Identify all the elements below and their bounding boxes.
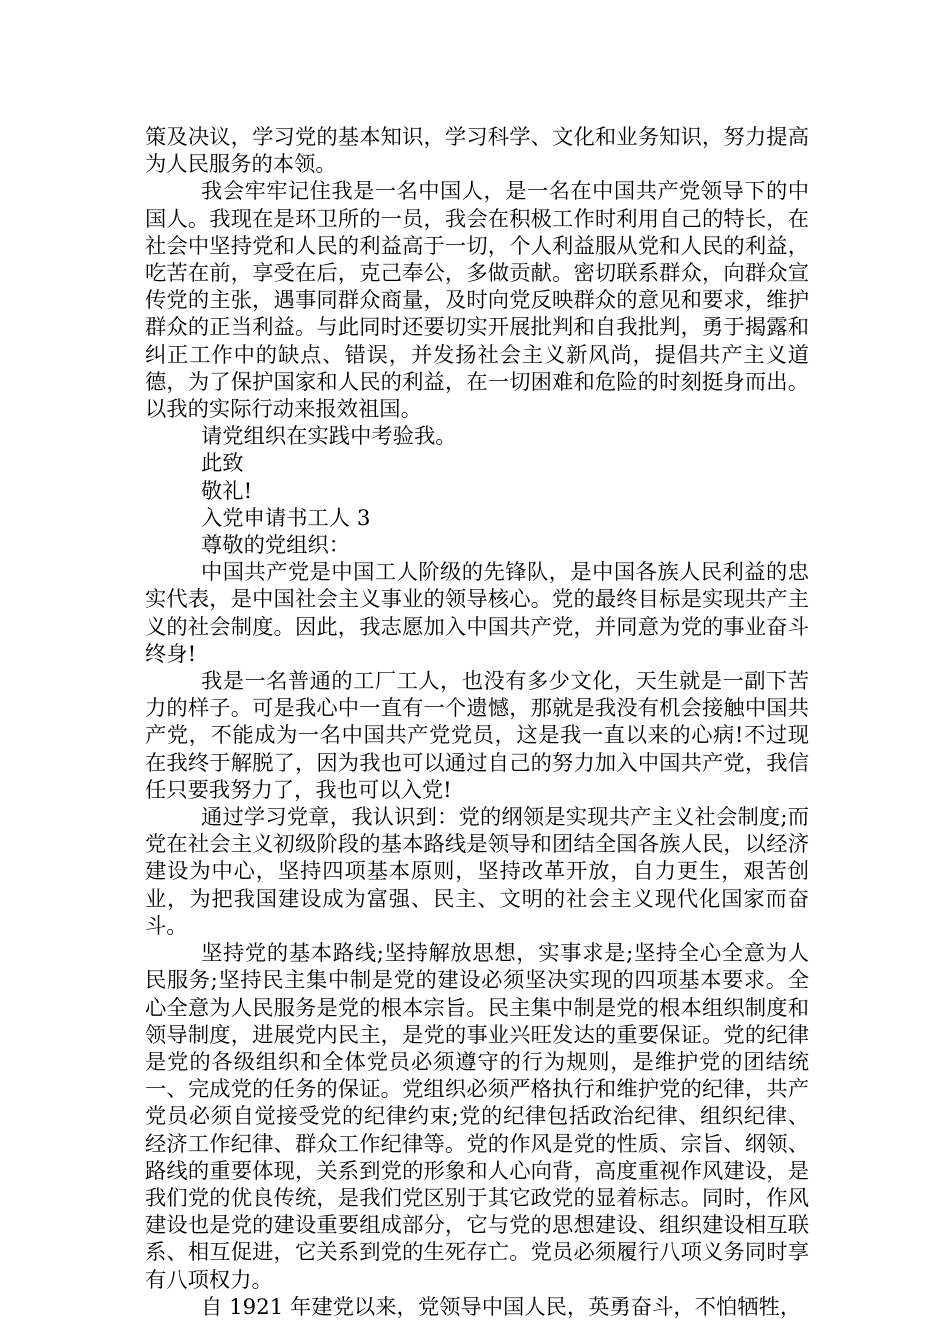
paragraph-7: 坚持党的基本路线;坚持解放思想，实事求是;坚持全心全意为人民服务;坚持民主集中制是党的建设必须坚决实现的四项基本要求。全心全意为人民服务是党的根本宗旨。民主集中制是党的根本组织制度和领导制度，进展党内民主，是党的事业兴旺发达的重要保证。党的纪律是党的各级组织和全体党员必须遵守的行为规则，是维护党的团结统一、完成党的任务的保证。党组织必须严格执行和维护党的纪律，共产党员必须自觉接受党的纪律约束;党的纪律包括政治纪律、组织纪律、经济工作纪律、群众工作纪律等。党的作风是党的性质、宗旨、纲领、路线的重要体现，关系到党的形象和人心向背，高度重视作风建设，是我们党的优良传统，是我们党区别于其它政党的显着标志。同时，作风建设也是党的建设重要组成部分，它与党的思想建设、组织建设相互联系、相互促进，它关系到党的生死存亡。党员必须履行八项义务同时享有八项权力。: [145, 941, 809, 1293]
paragraph-6: 通过学习党章，我认识到：党的纲领是实现共产主义社会制度;而党在社会主义初级阶段的基本路线是领导和团结全国各族人民，以经济建设为中心，坚持四项基本原则，坚持改革开放，自力更生，艰苦创业，为把我国建设成为富强、民主、文明的社会主义现代化国家而奋斗。: [145, 805, 809, 939]
paragraph-3: 请党组织在实践中考验我。: [201, 424, 457, 450]
paragraph-8: 自 1921 年建党以来，党领导中国人民，英勇奋斗，不怕牺牲，: [201, 1294, 802, 1320]
document-body: [145, 124, 809, 1321]
section-title: 入党申请书工人 3: [201, 505, 371, 531]
paragraph-2: 我会牢牢记住我是一名中国人，是一名在中国共产党领导下的中国人。我现在是环卫所的一员，我会在积极工作时利用自己的特长，在社会中坚持党和人民的利益高于一切，个人利益服从党和人民的利益，吃苦在前，享受在后，克己奉公，多做贡献。密切联系群众，向群众宣传党的主张，遇事同群众商量，及时向党反映群众的意见和要求，维护群众的正当利益。与此同时还要切实开展批判和自我批判，勇于揭露和纠正工作中的缺点、错误，并发扬社会主义新风尚，提倡共产主义道德，为了保护国家和人民的利益，在一切困难和危险的时刻挺身而出。以我的实际行动来报效祖国。: [145, 179, 809, 423]
closing-salutation-1: 此致: [201, 451, 244, 477]
greeting: 尊敬的党组织：: [201, 533, 351, 559]
paragraph-4: 中国共产党是中国工人阶级的先锋队，是中国各族人民利益的忠实代表，是中国社会主义事业的领导核心。党的最终目标是实现共产主义的社会制度。因此，我志愿加入中国共产党，并同意为党的事业奋斗终身!: [145, 560, 809, 667]
paragraph-5: 我是一名普通的工厂工人，也没有多少文化，天生就是一副下苦力的样子。可是我心中一直有一个遗憾，那就是我没有机会接触中国共产党，不能成为一名中国共产党党员，这是我一直以来的心病!不过现在我终于解脱了，因为我也可以通过自己的努力加入中国共产党，我信任只要我努力了，我也可以入党!: [145, 669, 809, 803]
paragraph-1: 策及决议，学习党的基本知识，学习科学、文化和业务知识，努力提高为人民服务的本领。: [145, 125, 809, 178]
closing-salutation-2: 敬礼!: [201, 478, 253, 504]
